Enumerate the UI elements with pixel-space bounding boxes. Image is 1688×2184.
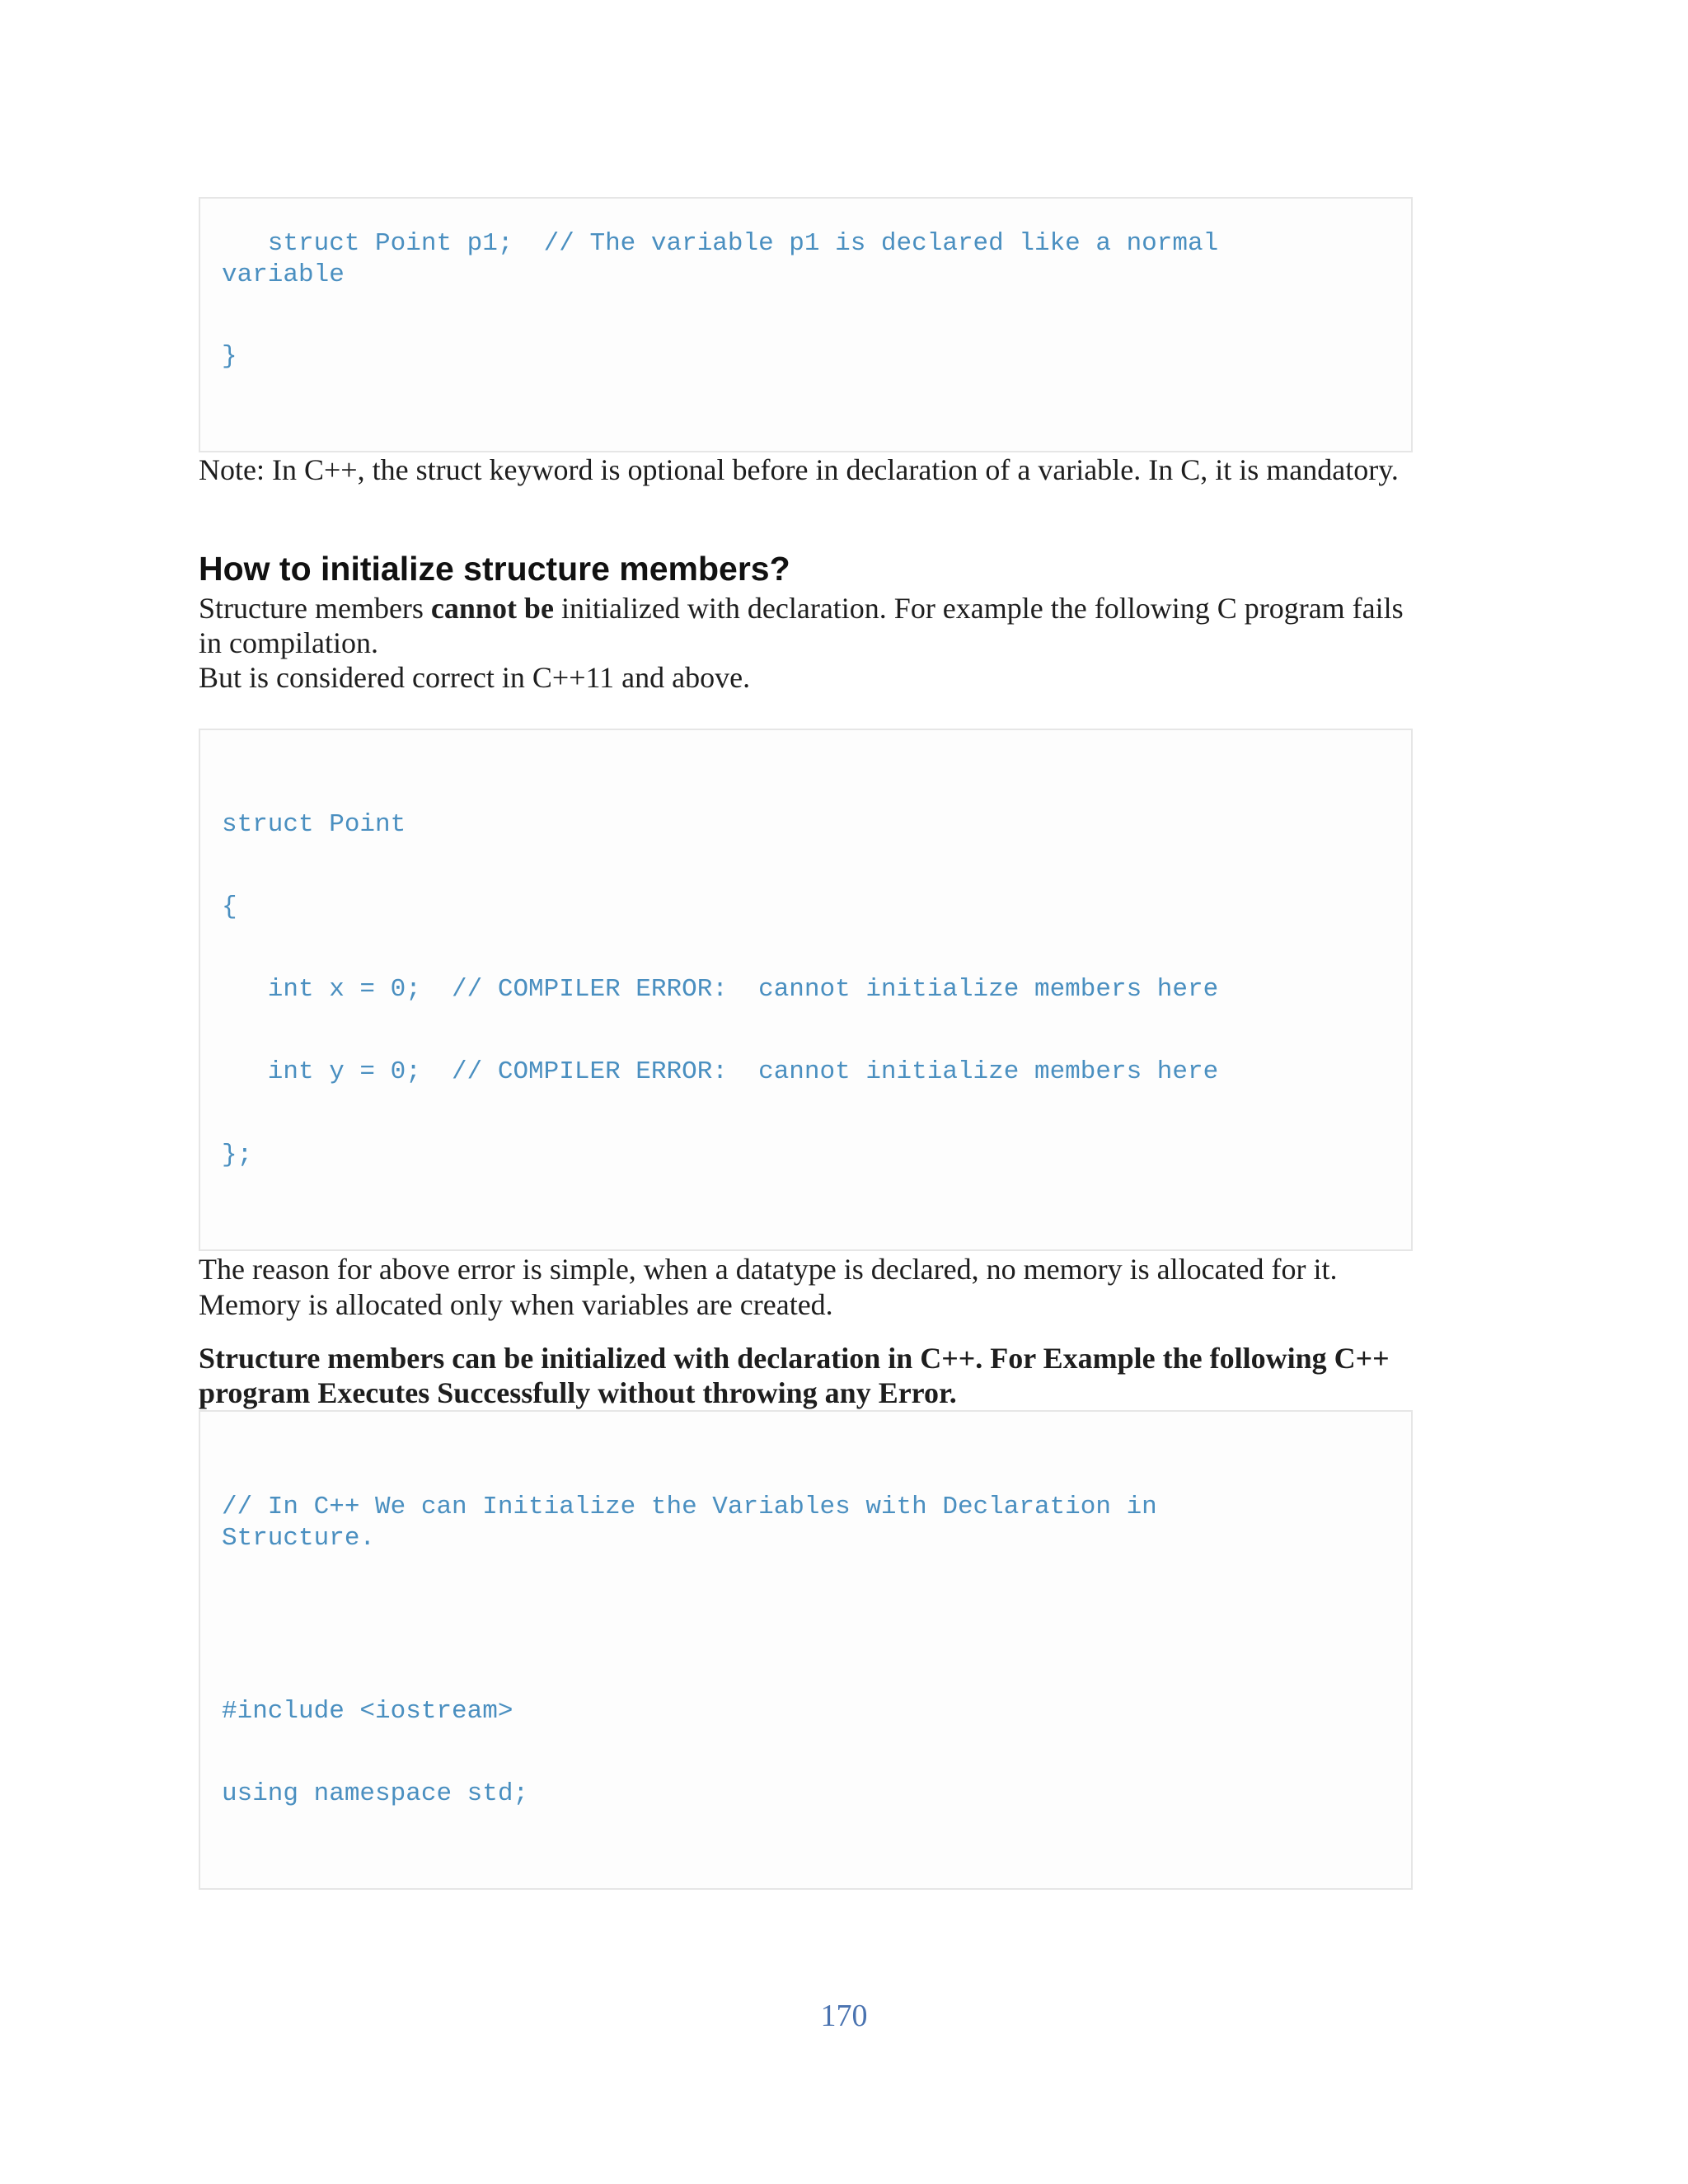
paragraph-line: in compilation. (199, 626, 378, 659)
paragraph-rest: initialized with declaration. For example the following C program fails (553, 592, 1404, 625)
paragraph-lead: Structure members (199, 592, 431, 625)
bold-paragraph-line: Structure members can be initialized with declaration in C++. For Example the following C++ (199, 1342, 1390, 1375)
code-line: struct Point p1; // The variable p1 is declared like a normal (222, 229, 1219, 258)
code-line: #include <iostream> (222, 1697, 513, 1726)
paragraph-line: Memory is allocated only when variables are created. (199, 1288, 833, 1321)
paragraph-line: The reason for above error is simple, when a datatype is declared, no memory is allocated for it. (199, 1253, 1338, 1286)
paragraph-line (199, 591, 1404, 626)
code-line: struct Point (222, 810, 406, 839)
code-line: variable (222, 260, 345, 289)
code-block-2 (199, 729, 1413, 1251)
code-line: // In C++ We can Initialize the Variables with Declaration in (222, 1493, 1157, 1521)
code-line: int y = 0; // COMPILER ERROR: cannot initialize members here (222, 1057, 1219, 1086)
note-paragraph: Note: In C++, the struct keyword is optional before in declaration of a variable. In C, it is mandatory. (199, 453, 1399, 486)
code-block-1 (199, 197, 1413, 452)
code-block-3 (199, 1410, 1413, 1890)
code-line: int x = 0; // COMPILER ERROR: cannot initialize members here (222, 975, 1219, 1004)
code-line: { (222, 893, 237, 921)
code-line: using namespace std; (222, 1779, 529, 1808)
page-number: 170 (820, 1999, 868, 2033)
code-line: Structure. (222, 1524, 376, 1553)
section-heading: How to initialize structure members? (199, 550, 790, 588)
paragraph-line: But is considered correct in C++11 and above. (199, 661, 751, 694)
code-line: }; (222, 1141, 253, 1169)
bold-paragraph-line: program Executes Successfully without throwing any Error. (199, 1376, 957, 1409)
code-line: } (222, 342, 237, 371)
emphasis-text: cannot be (430, 592, 554, 625)
